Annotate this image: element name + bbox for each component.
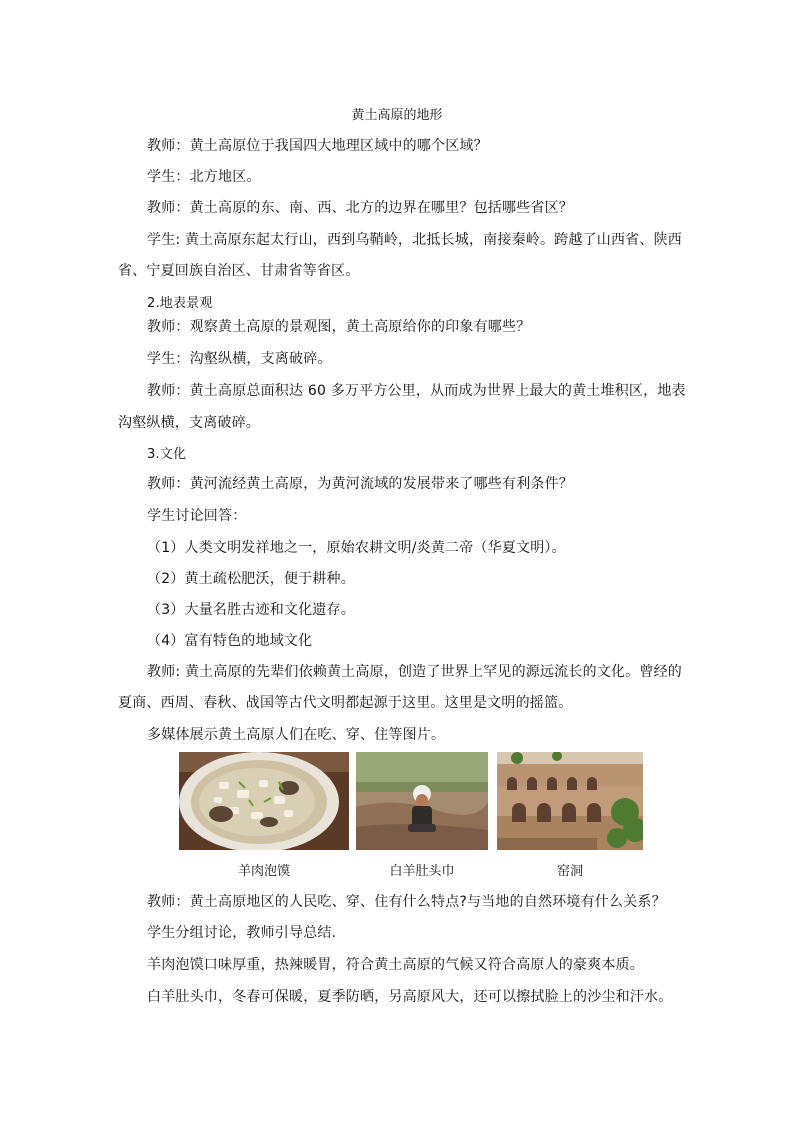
paragraph-line: 学生：沟壑纵横，支离破碎。 bbox=[147, 351, 332, 367]
photo-caption: 窑洞 bbox=[556, 864, 583, 879]
paragraph-line: 夏商、西周、春秋、战国等古代文明都起源于这里。这里是文明的摇篮。 bbox=[118, 695, 573, 711]
white-headscarf-photo bbox=[356, 752, 488, 850]
paragraph-line: 教师: 黄土高原的先辈们依赖黄土高原，创造了世界上罕见的源远流长的文化。曾经的 bbox=[147, 664, 682, 680]
paragraph-line: 羊肉泡馍口味厚重，热辣暖胃，符合黄土高原的气候又符合高原人的豪爽本质。 bbox=[147, 957, 644, 973]
mutton-soup-photo bbox=[179, 752, 349, 850]
paragraph-line: 学生：北方地区。 bbox=[147, 169, 261, 185]
paragraph-line: 教师：黄土高原位于我国四大地理区域中的哪个区域？ bbox=[147, 138, 488, 154]
paragraph-line: 教师：黄土高原地区的人民吃、穿、住有什么特点?与当地的自然环境有什么关系？ bbox=[147, 894, 666, 910]
paragraph-line: 教师：观察黄土高原的景观图，黄土高原给你的印象有哪些？ bbox=[147, 319, 531, 335]
paragraph-line: 学生讨论回答： bbox=[147, 508, 247, 524]
list-item: （2）黄土疏松肥沃，便于耕种。 bbox=[147, 571, 355, 587]
paragraph-line: 沟壑纵横，支离破碎。 bbox=[118, 415, 260, 431]
photo-caption: 白羊肚头巾 bbox=[389, 864, 455, 879]
list-item: （4）富有特色的地域文化 bbox=[147, 633, 313, 649]
section-heading: 2.地表景观 bbox=[147, 296, 213, 311]
paragraph-line: 教师：黄土高原的东、南、西、北方的边界在哪里？包括哪些省区？ bbox=[147, 200, 573, 216]
paragraph-line: 学生: 黄土高原东起太行山，西到乌鞘岭，北抵长城，南接秦岭。跨越了山西省、陕西 bbox=[147, 232, 682, 248]
photo-caption: 羊肉泡馍 bbox=[237, 864, 290, 879]
photo-row bbox=[0, 752, 794, 852]
paragraph-line: 教师：黄土高原总面积达 60 多万平方公里，从而成为世界上最大的黄土堆积区，地表 bbox=[147, 383, 686, 399]
paragraph-line: 多媒体展示黄土高原人们在吃、穿、住等图片。 bbox=[147, 727, 446, 743]
paragraph-line: 学生分组讨论，教师引导总结. bbox=[147, 925, 337, 941]
list-item: （1）人类文明发祥地之一，原始农耕文明/炎黄二帝（华夏文明）。 bbox=[147, 540, 566, 556]
section-heading: 3.文化 bbox=[147, 447, 187, 462]
document-title: 黄土高原的地形 bbox=[351, 108, 443, 123]
paragraph-line: 省、宁夏回族自治区、甘肃省等省区。 bbox=[118, 263, 360, 279]
list-item: （3）大量名胜古迹和文化遗存。 bbox=[147, 602, 355, 618]
cave-dwelling-photo bbox=[497, 752, 643, 850]
paragraph-line: 教师：黄河流经黄土高原，为黄河流域的发展带来了哪些有利条件？ bbox=[147, 476, 573, 492]
paragraph-line: 白羊肚头巾，冬春可保暖，夏季防晒，另高原风大，还可以擦拭脸上的沙尘和汗水。 bbox=[147, 989, 673, 1005]
